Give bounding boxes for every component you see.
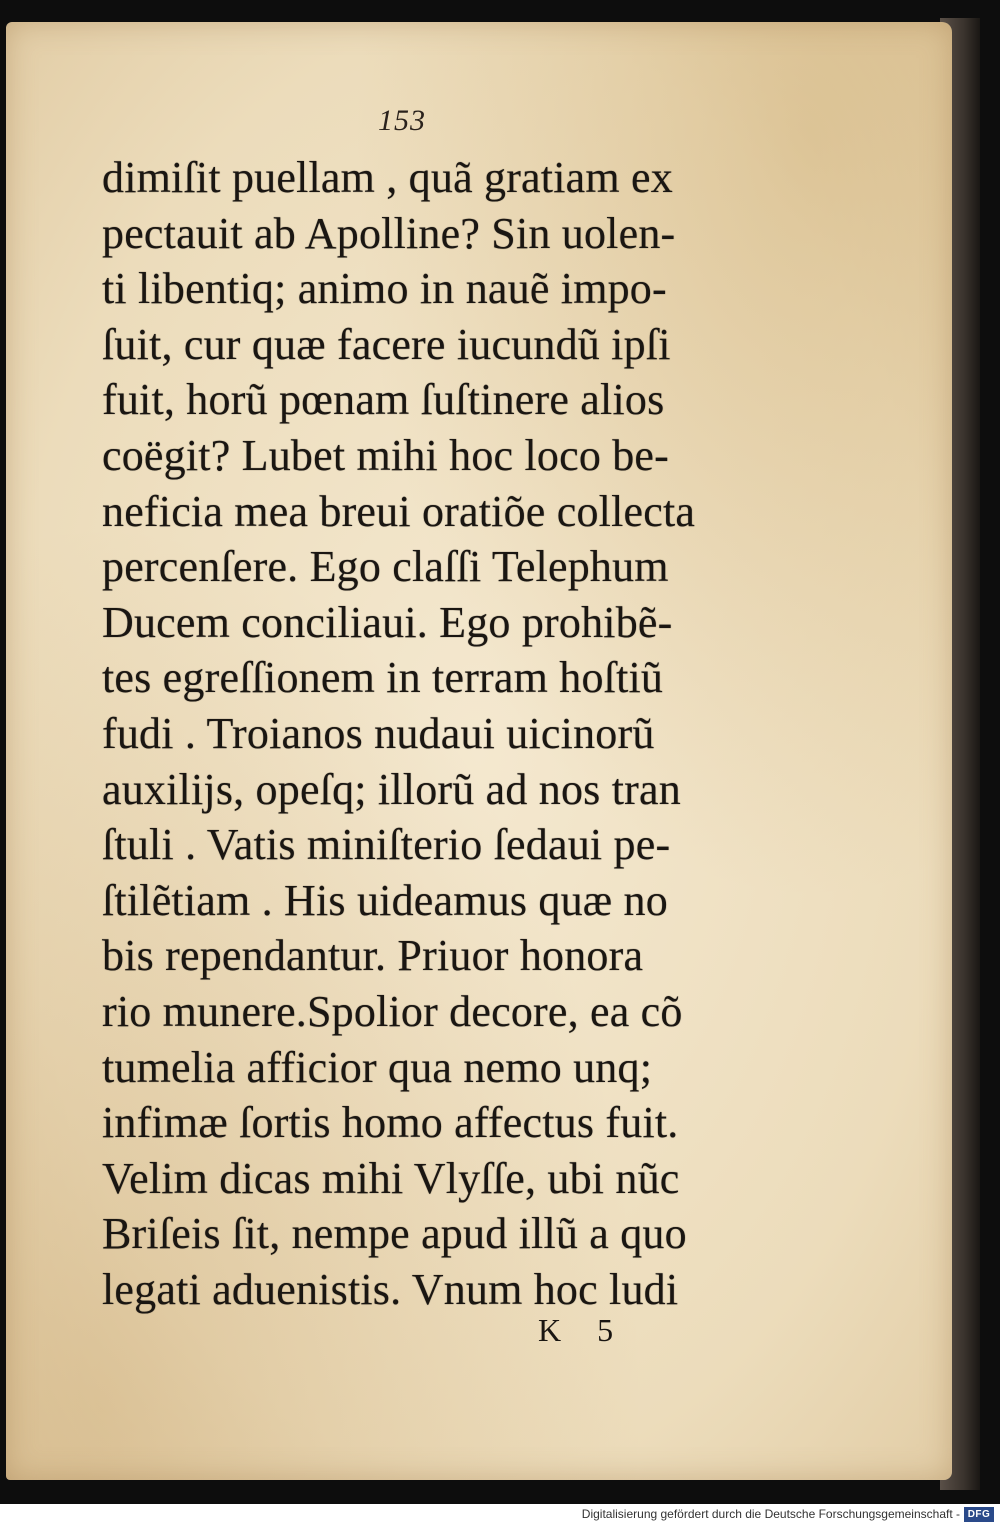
text-line: Ducem conciliaui. Ego prohibẽ-	[102, 597, 673, 647]
text-line: fudi . Troianos nudaui uicinorũ	[102, 708, 655, 758]
text-line: auxilijs, opeſq; illorũ ad nos tran	[102, 764, 681, 814]
text-line: fuit, horũ pœnam ſuſtinere alios	[102, 375, 665, 425]
text-line: ſtilẽtiam . His uideamus quæ no	[102, 875, 668, 925]
text-line: bis rependantur. Priuor honora	[102, 931, 644, 981]
text-block	[102, 150, 752, 1317]
page-number: 153	[378, 104, 426, 137]
text-line: Velim dicas mihi Vlyſſe, ubi nũc	[102, 1153, 680, 1203]
text-line: infimæ ſortis homo affectus fuit.	[102, 1098, 679, 1148]
text-line: tes egreſſionem in terram hoſtiũ	[102, 653, 664, 703]
funding-credit: Digitalisierung gefördert durch die Deutsche Forschungsgemeinschaft -	[581, 1507, 960, 1521]
text-line: pectauit ab Apolline? Sin uolen-	[102, 208, 676, 258]
text-line: percenſere. Ego claſſi Telephum	[102, 542, 669, 592]
text-line: ſtuli . Vatis miniſterio ſedaui pe-	[102, 820, 671, 870]
text-line: neficia mea breui oratiõe collecta	[102, 486, 696, 536]
text-line: rio munere.Spolior decore, ea cõ	[102, 986, 683, 1036]
text-line: tumelia afficior qua nemo unq;	[102, 1042, 653, 1092]
book-page	[6, 22, 952, 1480]
footer-bar	[0, 1504, 1000, 1526]
text-line: ſuit, cur quæ facere iucundũ ipſi	[102, 319, 671, 369]
signature-mark: K 5	[538, 1312, 614, 1348]
text-line: Briſeis ſit, nempe apud illũ a quo	[102, 1209, 687, 1259]
text-line: coëgit? Lubet mihi hoc loco be-	[102, 430, 670, 480]
text-line: legati aduenistis. Vnum hoc ludi	[102, 1264, 679, 1314]
dfg-logo: DFG	[964, 1507, 994, 1522]
text-line: ti libentiq; animo in nauẽ impo-	[102, 264, 667, 314]
text-line: dimiſit puellam , quã gratiam ex	[102, 153, 673, 202]
